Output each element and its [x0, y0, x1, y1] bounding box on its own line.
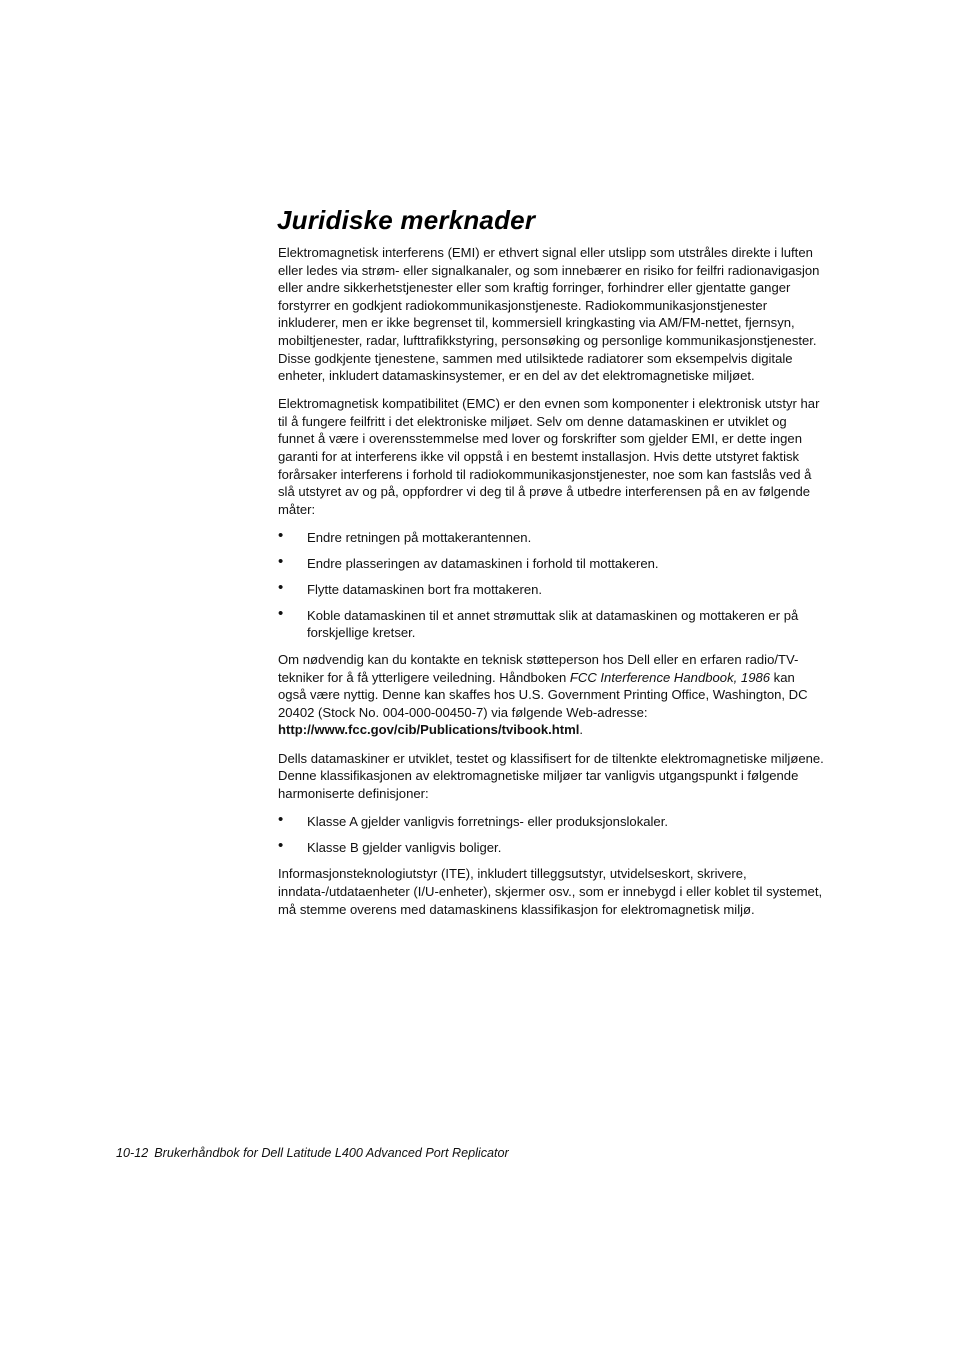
list-item — [278, 552, 826, 573]
list-item-text: Endre retningen på mottakerantennen. — [307, 529, 532, 545]
page-number: 10-12 — [116, 1146, 149, 1160]
list-item-text: Koble datamaskinen til et annet strømuttak slik at datamaskinen og mottakeren er på forskjellige kretser. — [307, 607, 799, 641]
paragraph-classes: Dells datamaskiner er utviklet, testet og klassifisert for de tiltenkte elektromagnetiske miljøene. Denne klassifikasjonen av elektromagnetiske miljøer tar vanligvis utgangspunkt i følgende harmoniserte definisjoner: — [278, 750, 824, 801]
remedy-list — [278, 526, 826, 642]
bullet-icon: • — [278, 552, 284, 570]
bullet-icon: • — [278, 578, 284, 596]
paragraph-emc: Elektromagnetisk kompatibilitet (EMC) er den evnen som komponenter i elektronisk utstyr har til å fungere feilfritt i det elektroniske miljøet. Selv om denne datamaskinen er utviklet og funnet å være i overensstemmelse med lover og forskrifter som gjelder EMI, er dette ingen garanti for at interferens ikke vil oppstå i en bestemt installasjon. Hvis dette utstyret faktisk forårsaker interferens i forhold til radiokommunikasjonstjenester, noe som kan fastslås ved å slå utstyret av og på, oppfordrer vi deg til å prøve å utbedre interferensen på en av følgende måter: — [278, 396, 820, 517]
bullet-icon: • — [278, 526, 284, 544]
class-list — [278, 810, 826, 857]
bullet-icon: • — [278, 604, 284, 622]
page-title: Juridiske merknader — [277, 205, 536, 235]
bullet-icon: • — [278, 836, 284, 854]
list-item-text: Flytte datamaskinen bort fra mottakeren. — [307, 581, 543, 597]
fcc-web-link[interactable]: http://www.fcc.gov/cib/Publications/tvibook.html — [278, 722, 580, 738]
book-title: Brukerhåndbok for Dell Latitude L400 Advanced Port Replicator — [154, 1146, 509, 1160]
contact-text-middle: kan også være nyttig. Denne kan skaffes hos U.S. Government Printing Office, Washington, DC 20402 (Stock No. 004-000-00450-7) via følgende Web-adresse: — [278, 669, 808, 720]
list-item — [278, 604, 826, 642]
list-item — [278, 810, 826, 831]
page-footer — [116, 1144, 509, 1162]
list-item-text: Klasse B gjelder vanligvis boliger. — [307, 839, 502, 855]
contact-text: Om nødvendig kan du kontakte en teknisk støtteperson hos Dell eller en erfaren radio/TV-tekniker for å få ytterligere veiledning. Håndboken — [278, 652, 799, 685]
list-item — [278, 578, 826, 599]
document-body — [278, 244, 826, 929]
bullet-icon: • — [278, 810, 284, 828]
paragraph-emi: Elektromagnetisk interferens (EMI) er ethvert signal eller utslipp som utstråles direkte i luften eller ledes via strøm- eller signalkanaler, og som innebærer en risiko for feilfri radionavigasjon eller andre sikkerhetstjenester eller som kraftig forringer, forhindrer eller gjentatte ganger forstyrrer en godkjent radiokommunikasjonstjeneste. Radiokommunikasjonstjenester inkluderer, men er ikke begrenset til, kommersiell kringkasting via AM/FM-nettet, fjernsyn, mobiltjenester, radar, lufttrafikkstyring, personsøking og personlige kommunikasjonstjenester. Disse godkjente tjenestene, sammen med utilsiktede radiatorer som eksempelvis digitale enheter, inkludert datamaskinsystemer, er en del av det elektromagnetiske miljøet. — [278, 245, 820, 384]
contact-text-end: . — [579, 722, 584, 738]
paragraph-contact — [278, 651, 826, 739]
list-item — [278, 526, 826, 547]
handbook-title: FCC Interference Handbook, 1986 — [569, 669, 771, 685]
list-item-text: Klasse A gjelder vanligvis forretnings- eller produksjonslokaler. — [307, 813, 668, 829]
list-item-text: Endre plasseringen av datamaskinen i forhold til mottakeren. — [307, 555, 659, 571]
paragraph-ite: Informasjonsteknologiutstyr (ITE), inkludert tilleggsutstyr, utvidelseskort, skrivere, inndata-/utdataenheter (I/U-enheter), skjermer osv., som er innebygd i eller koblet til systemet, må stemme overens med datamaskinens klassifikasjon for elektromagnetisk miljø. — [278, 866, 823, 917]
list-item — [278, 836, 826, 857]
